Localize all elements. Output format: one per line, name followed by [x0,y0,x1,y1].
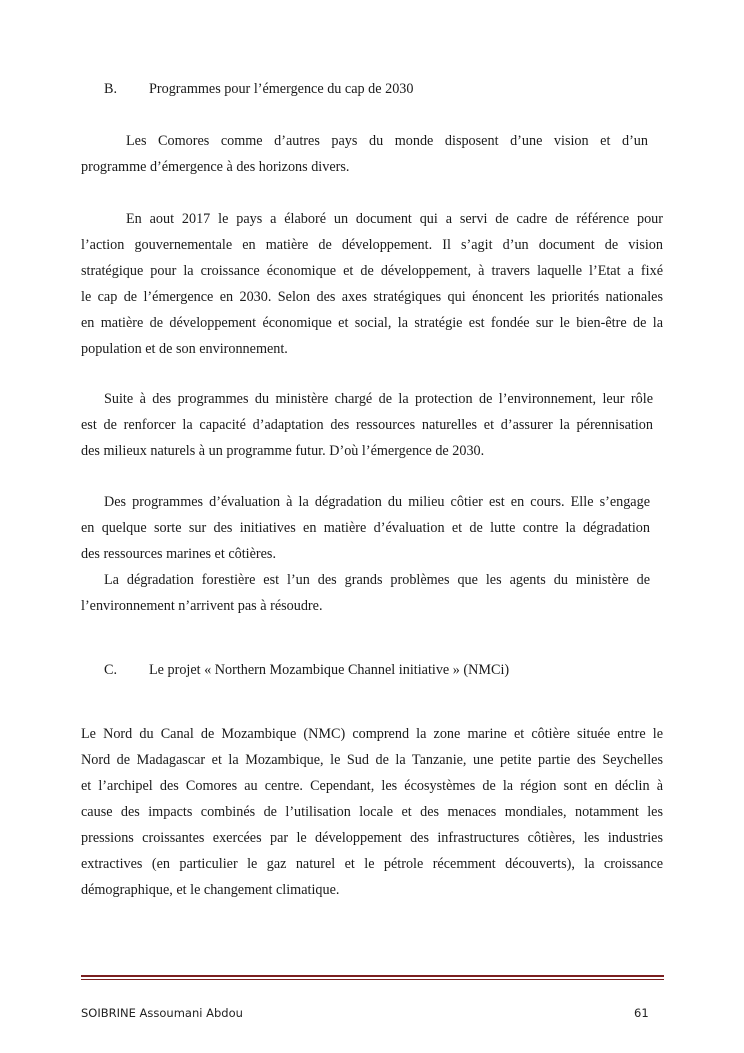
paragraph-line: l’action gouvernementale en matière de développement. Il s’agit d’un document de vision [81,237,663,253]
paragraph-line: et l’archipel des Comores au centre. Cependant, les écosystèmes de la région sont en déclin à [81,778,663,794]
paragraph-line: en quelque sorte sur des initiatives en matière d’évaluation et de lutte contre la dégradation [81,520,650,536]
section-c-letter: C. [104,662,118,678]
paragraph-line: des milieux naturels à un programme futur. D’où l’émergence de 2030. [81,443,485,459]
paragraph-line: Les Comores comme d’autres pays du monde disposent d’une vision et d’un [126,133,648,149]
footer-rule [81,975,664,977]
paragraph-line: stratégique pour la croissance économique et de développement, à travers laquelle l’Etat a fixé [81,263,663,279]
paragraph-line: Le Nord du Canal de Mozambique (NMC) comprend la zone marine et côtière située entre le [81,726,663,742]
paragraph-line: démographique, et le changement climatique. [81,882,340,898]
paragraph-line: population et de son environnement. [81,341,288,357]
paragraph-line: l’environnement n’arrivent pas à résoudre. [81,598,323,614]
section-b-title: Programmes pour l’émergence du cap de 2030 [149,81,414,97]
page-number: 61 [634,1006,649,1020]
paragraph-line: cause des impacts combinés de l’utilisation locale et des menaces mondiales, notamment les [81,804,663,820]
paragraph-line: est de renforcer la capacité d’adaptation des ressources naturelles et d’assurer la pérennisation [81,417,653,433]
paragraph-line: Des programmes d’évaluation à la dégradation du milieu côtier est en cours. Elle s’engage [104,494,650,510]
paragraph-line: extractives (en particulier le gaz naturel et le pétrole récemment découverts), la croissance [81,856,663,872]
paragraph-line: En aout 2017 le pays a élaboré un document qui a servi de cadre de référence pour [126,211,663,227]
footer-author: SOIBRINE Assoumani Abdou [81,1006,243,1020]
paragraph-line: pressions croissantes exercées par le développement des infrastructures côtières, les industries [81,830,663,846]
paragraph-line: le cap de l’émergence en 2030. Selon des axes stratégiques qui énoncent les priorités nationales [81,289,663,305]
paragraph-line: en matière de développement économique et social, la stratégie est fondée sur le bien-être de la [81,315,663,331]
paragraph-line: Suite à des programmes du ministère chargé de la protection de l’environnement, leur rôle [104,391,653,407]
paragraph-line: La dégradation forestière est l’un des grands problèmes que les agents du ministère de [104,572,650,588]
section-c-title: Le projet « Northern Mozambique Channel initiative » (NMCi) [149,662,510,678]
paragraph-line: Nord de Madagascar et la Mozambique, le Sud de la Tanzanie, une petite partie des Seychelles [81,752,663,768]
footer-rule-thin [81,979,664,980]
paragraph-line: programme d’émergence à des horizons divers. [81,159,350,175]
section-b-letter: B. [104,81,118,97]
paragraph-line: des ressources marines et côtières. [81,546,277,562]
